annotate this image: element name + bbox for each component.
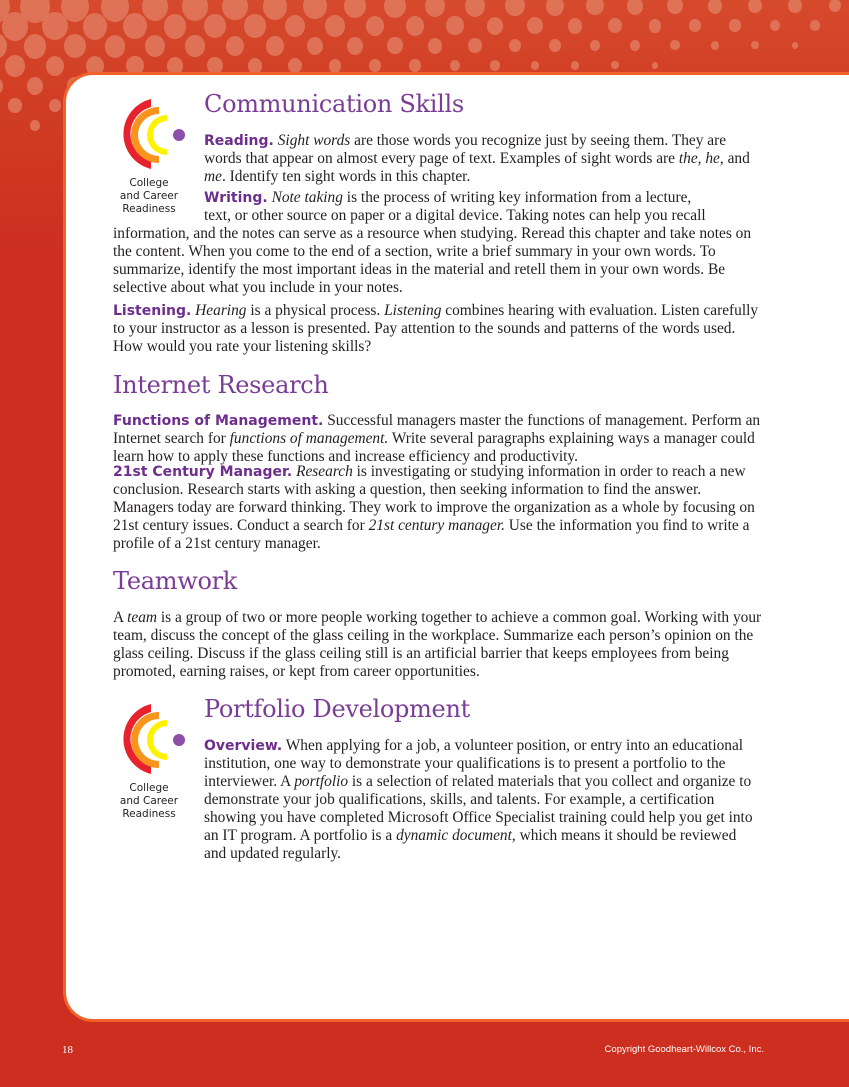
college-career-readiness-icon	[111, 700, 187, 778]
decorative-dot	[829, 0, 841, 12]
reading-text-end: . Identify ten sight words in this chapter.	[221, 168, 471, 185]
decorative-dot	[263, 0, 287, 20]
page-number: 18	[62, 1044, 73, 1056]
term-listening: Listening	[384, 302, 442, 319]
decorative-dot	[145, 35, 165, 57]
heading-communication-skills: Communication Skills	[204, 90, 464, 118]
decorative-dot	[288, 58, 302, 73]
decorative-dot	[42, 12, 68, 40]
lead-functions: Functions of Management.	[113, 413, 324, 429]
heading-portfolio-development: Portfolio Development	[204, 695, 470, 723]
decorative-dot	[711, 41, 719, 50]
decorative-dot	[611, 61, 618, 69]
decorative-dot	[329, 59, 342, 73]
century-text-end: Use the information you find to write a profile of a 21st century manager.	[113, 517, 750, 552]
decorative-dot	[509, 39, 521, 53]
overview-text-mid: is a selection of related materials that you collect and organize to demonstrate your job qualifications, skills, and talents. For example, a certification showing you have completed Microsoft Office Specialist training could help you get into an IT program. A portfolio is a	[204, 773, 753, 844]
term-hearing: Hearing	[195, 302, 247, 319]
listening-text: is a physical process.	[246, 302, 385, 319]
decorative-dot	[531, 61, 540, 71]
decorative-dot	[384, 0, 406, 18]
decorative-dot	[792, 42, 799, 49]
decorative-dot	[266, 36, 284, 55]
lead-writing: Writing.	[204, 190, 268, 206]
decorative-dot	[505, 0, 524, 16]
term-team: team	[127, 609, 158, 626]
reading-text: are those words you recognize just by seeing them. They are words that appear on almost every page of text. Examples of sight words are	[204, 132, 727, 167]
lead-21st-century: 21st Century Manager.	[113, 464, 293, 480]
decorative-dot	[83, 13, 108, 40]
heading-internet-research: Internet Research	[113, 371, 329, 399]
badge-line-1: College	[129, 177, 169, 189]
decorative-dot	[751, 41, 758, 49]
decorative-dot	[2, 12, 28, 41]
teamwork-text: is a group of two or more people working together to achieve a common goal. Working with your team, discuss the concept of the glass ceiling in the workplace. Summarize each person’s opinion on the glass ceiling. Discuss if the glass ceiling still is an artificial barrier that keeps employees from being promoted, earning raises, or kept from career opportunities.	[113, 609, 762, 680]
decorative-dot	[27, 77, 43, 95]
decorative-dot	[303, 0, 326, 19]
decorative-dot	[670, 40, 679, 50]
college-career-badge	[104, 95, 194, 216]
paragraph-writing-start	[204, 189, 759, 225]
term-portfolio: portfolio	[294, 773, 349, 790]
decorative-dot	[105, 35, 126, 58]
decorative-dot	[450, 60, 460, 71]
writing-text: is the process of writing key information from a lecture,	[342, 189, 692, 206]
decorative-dot	[549, 39, 561, 52]
decorative-dot	[468, 38, 481, 53]
term-functions-of-management: functions of management.	[229, 430, 389, 447]
decorative-dot	[226, 36, 244, 56]
example-he: he	[705, 150, 720, 167]
decorative-dot	[185, 35, 204, 56]
decorative-dot	[325, 15, 345, 37]
decorative-dot	[487, 17, 503, 35]
decorative-dot	[164, 14, 187, 39]
century-text: is investigating or studying information in order to reach a new conclusion. Research starts with asking a question, then seeking information to find the answer. Managers today are forward thinking. They work to improve the organization as a whole by focusing on 21st century issues. Conduct a search for	[113, 463, 755, 534]
decorative-dot	[446, 16, 463, 35]
decorative-dot	[307, 37, 324, 55]
college-career-readiness-icon	[111, 95, 187, 173]
lead-listening: Listening.	[113, 303, 192, 319]
example-me: me	[204, 168, 222, 185]
decorative-dot	[387, 37, 402, 54]
decorative-dot	[630, 40, 640, 51]
decorative-dot	[770, 20, 780, 31]
listening-text-end: combines hearing with evaluation. Listen carefully to your instructor as a lesson is presented. Pay attention to the sounds and patterns of the words used. How would you rate your listening skills?	[113, 302, 759, 355]
functions-text: Successful managers master the functions of management. Perform an Internet search for	[113, 412, 761, 447]
separator: , and	[719, 150, 750, 167]
decorative-dot	[142, 0, 169, 21]
overview-text: When applying for a job, a volunteer position, or entry into an educational institution, one way to demonstrate your qualifications is to present a portfolio to the interviewer. A	[204, 737, 744, 790]
decorative-dot	[24, 34, 47, 59]
decorative-dot	[649, 19, 662, 33]
copyright-notice: Copyright Goodheart-Willcox Co., Inc.	[604, 1044, 764, 1055]
term-note-taking: Note taking	[271, 189, 343, 206]
separator: ,	[697, 150, 706, 167]
decorative-dot	[49, 99, 61, 113]
decorative-dot	[729, 19, 740, 31]
decorative-dot	[347, 37, 363, 54]
decorative-dot	[222, 0, 247, 20]
badge-line-3: Readiness	[122, 808, 176, 820]
decorative-dot	[30, 120, 39, 130]
paragraph-reading	[204, 132, 759, 186]
paragraph-teamwork	[113, 609, 763, 681]
decorative-dot	[568, 18, 583, 34]
decorative-dot	[0, 77, 3, 96]
paragraph-listening	[113, 302, 763, 356]
example-the: the	[678, 150, 698, 167]
decorative-dot	[590, 40, 601, 52]
lead-reading: Reading.	[204, 133, 274, 149]
badge-line-2: and Career	[119, 190, 179, 202]
decorative-dot	[406, 16, 424, 36]
decorative-dot	[546, 0, 564, 16]
writing-line-2: text, or other source on paper or a digital device. Taking notes can help you recall	[204, 207, 706, 224]
lead-overview: Overview.	[204, 738, 283, 754]
term-sight-words: Sight words	[277, 132, 351, 149]
decorative-dot	[8, 98, 21, 113]
decorative-dot	[586, 0, 603, 15]
paragraph-portfolio-overview	[204, 737, 759, 863]
teamwork-text-start: A	[113, 609, 128, 626]
term-21st-century-manager: 21st century manager.	[368, 517, 505, 534]
decorative-dot	[46, 56, 65, 77]
badge-line-2: and Career	[119, 795, 179, 807]
decorative-dot	[667, 0, 683, 14]
decorative-dot	[571, 61, 579, 70]
badge-line-1: College	[129, 782, 169, 794]
decorative-dot	[465, 0, 485, 17]
decorative-dot	[810, 20, 819, 30]
decorative-dot	[64, 34, 86, 58]
paragraph-writing-rest: information, and the notes can serve as a resource when studying. Reread this chapter and take notes on the content. When you come to the end of a section, write a brief summary in your own words. To summarize, identify the most important ideas in the material and retell them in your own words. Be selective about what you include in your notes.	[113, 225, 752, 296]
decorative-dot	[652, 62, 658, 69]
term-research: Research	[296, 463, 353, 480]
decorative-dot	[369, 59, 381, 72]
decorative-dot	[182, 0, 208, 21]
decorative-dot	[123, 13, 147, 39]
decorative-dot	[788, 0, 801, 13]
decorative-dot	[285, 15, 305, 37]
functions-text-end: Write several paragraphs explaining ways a manager could learn how to apply these functions and increase efficiency and productivity.	[113, 430, 755, 465]
heading-teamwork: Teamwork	[113, 567, 238, 595]
decorative-dot	[409, 59, 420, 71]
decorative-dot	[344, 0, 366, 18]
decorative-dot	[425, 0, 446, 17]
decorative-dot	[627, 0, 644, 15]
decorative-dot	[366, 16, 385, 37]
term-dynamic-document: dynamic document	[396, 827, 512, 844]
decorative-dot	[689, 19, 701, 32]
decorative-dot	[244, 14, 265, 37]
badge-line-3: Readiness	[122, 203, 176, 215]
decorative-dot	[608, 18, 622, 33]
decorative-dot	[490, 60, 500, 71]
college-career-badge-2	[104, 700, 194, 821]
paragraph-21st-century-manager	[113, 463, 763, 553]
decorative-dot	[708, 0, 723, 14]
decorative-dot	[748, 0, 762, 13]
decorative-dot	[527, 17, 542, 34]
decorative-dot	[204, 14, 226, 38]
overview-text-end: , which means it should be reviewed and updated regularly.	[204, 827, 737, 862]
decorative-dot	[5, 55, 25, 77]
decorative-dot	[428, 38, 442, 54]
paragraph-functions-of-management	[113, 412, 763, 466]
